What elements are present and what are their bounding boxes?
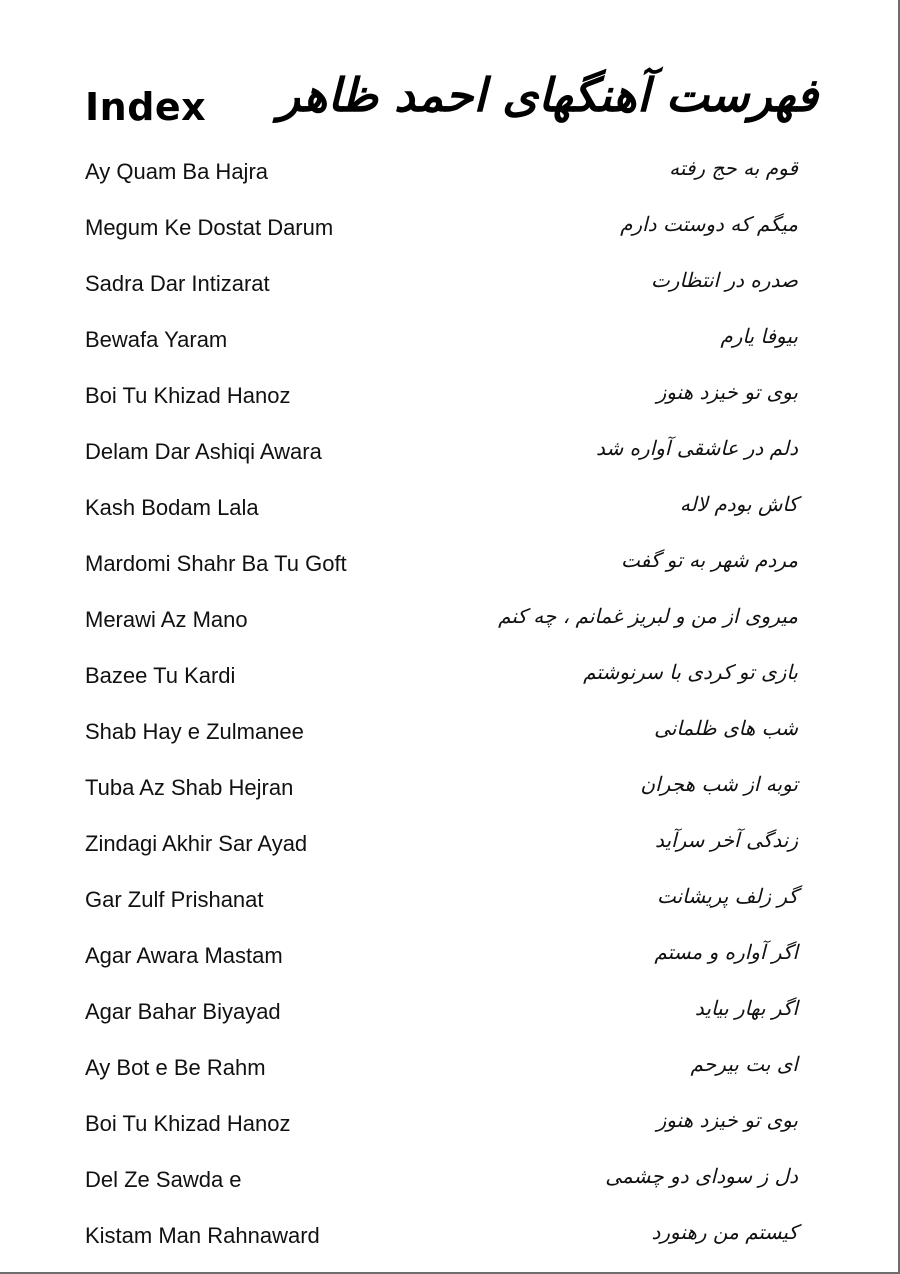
song-row bbox=[0, 1042, 898, 1098]
song-title-fa: دل ز سودای دو چشمی bbox=[605, 1164, 798, 1188]
song-row bbox=[0, 1210, 898, 1266]
index-title: Index bbox=[85, 85, 207, 129]
song-title-fa: بیوفا یارم bbox=[720, 324, 798, 348]
song-title-fa: دلم در عاشقی آواره شد bbox=[595, 436, 798, 460]
song-title-en: Gar Zulf Prishanat bbox=[85, 887, 264, 912]
song-title-fa: بوی تو خیزد هنوز bbox=[656, 380, 798, 404]
song-title-fa: کیستم من رهنورد bbox=[651, 1220, 798, 1244]
song-row bbox=[0, 146, 898, 202]
song-title-en: Boi Tu Khizad Hanoz bbox=[85, 1111, 291, 1136]
song-title-fa: میروی از من و لبریز غمانم ، چه کنم bbox=[498, 604, 798, 628]
song-row bbox=[0, 818, 898, 874]
song-title-fa: میگم که دوستت دارم bbox=[620, 212, 798, 236]
song-title-en: Boi Tu Khizad Hanoz bbox=[85, 383, 291, 408]
song-title-fa: قوم به حج رفته bbox=[669, 156, 798, 180]
song-title-fa: شب های ظلمانی bbox=[654, 716, 798, 740]
song-row bbox=[0, 650, 898, 706]
song-title-en: Kistam Man Rahnaward bbox=[85, 1223, 320, 1248]
song-title-fa: کاش بودم لاله bbox=[679, 492, 798, 516]
song-row bbox=[0, 594, 898, 650]
song-title-en: Ay Quam Ba Hajra bbox=[85, 159, 269, 184]
song-title-fa: گر زلف پریشانت bbox=[656, 884, 798, 908]
song-title-en: Tuba Az Shab Hejran bbox=[85, 775, 294, 800]
song-title-fa: صدره در انتظارت bbox=[650, 268, 798, 292]
song-row bbox=[0, 986, 898, 1042]
song-row bbox=[0, 202, 898, 258]
song-title-en: Zindagi Akhir Sar Ayad bbox=[85, 831, 308, 856]
song-row bbox=[0, 930, 898, 986]
song-title-fa: اگر بهار بیاید bbox=[694, 996, 798, 1020]
song-title-en: Agar Awara Mastam bbox=[85, 943, 283, 968]
song-title-en: Merawi Az Mano bbox=[85, 607, 248, 632]
song-row bbox=[0, 426, 898, 482]
song-row bbox=[0, 538, 898, 594]
song-title-en: Bazee Tu Kardi bbox=[85, 663, 236, 688]
song-index-list bbox=[0, 146, 898, 1266]
song-title-en: Delam Dar Ashiqi Awara bbox=[85, 439, 322, 464]
song-row bbox=[0, 314, 898, 370]
song-title-fa: مردم شهر به تو گفت bbox=[621, 548, 798, 572]
song-title-en: Kash Bodam Lala bbox=[85, 495, 259, 520]
song-title-en: Shab Hay e Zulmanee bbox=[85, 719, 304, 744]
song-row bbox=[0, 482, 898, 538]
song-row bbox=[0, 1098, 898, 1154]
persian-title: فهرست آهنگهای احمد ظاهر bbox=[277, 68, 818, 122]
song-row bbox=[0, 762, 898, 818]
song-title-en: Sadra Dar Intizarat bbox=[85, 271, 270, 296]
song-row bbox=[0, 370, 898, 426]
song-title-en: Mardomi Shahr Ba Tu Goft bbox=[85, 551, 347, 576]
song-row bbox=[0, 874, 898, 930]
song-title-en: Ay Bot e Be Rahm bbox=[85, 1055, 266, 1080]
page-header bbox=[0, 40, 898, 160]
song-title-fa: بوی تو خیزد هنوز bbox=[656, 1108, 798, 1132]
song-row bbox=[0, 258, 898, 314]
song-title-fa: توبه از شب هجران bbox=[640, 772, 798, 796]
song-title-en: Bewafa Yaram bbox=[85, 327, 228, 352]
song-row bbox=[0, 706, 898, 762]
song-title-fa: بازی تو کردی با سرنوشتم bbox=[583, 660, 798, 684]
song-title-en: Megum Ke Dostat Darum bbox=[85, 215, 334, 240]
song-title-fa: اگر آواره و مستم bbox=[654, 940, 798, 964]
song-title-en: Agar Bahar Biyayad bbox=[85, 999, 281, 1024]
song-title-en: Del Ze Sawda e bbox=[85, 1167, 242, 1192]
song-title-fa: ای بت بیرحم bbox=[690, 1052, 798, 1076]
song-row bbox=[0, 1154, 898, 1210]
song-title-fa: زندگی آخر سرآید bbox=[655, 828, 798, 852]
